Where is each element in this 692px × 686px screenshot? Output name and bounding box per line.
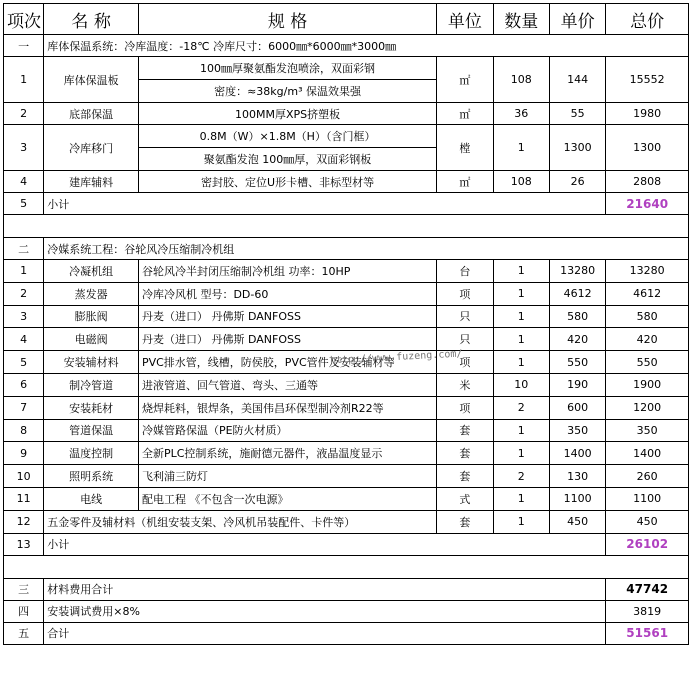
item-qty: 1 [493, 487, 549, 510]
item-unit: 项 [437, 282, 493, 305]
item-unit: 樘 [437, 125, 493, 171]
item-name: 温度控制 [44, 442, 139, 465]
item-total: 1980 [606, 103, 689, 125]
summary-value: 3819 [606, 600, 689, 622]
summary-label: 材料费用合计 [44, 578, 606, 600]
item-spec: 100MM厚XPS挤塑板 [138, 103, 436, 125]
summary-label: 安装调试费用×8% [44, 600, 606, 622]
row-number: 1 [4, 57, 44, 103]
row-number: 2 [4, 282, 44, 305]
item-qty: 108 [493, 171, 549, 193]
table-row [4, 125, 689, 148]
section-title: 冷媒系统工程：谷轮风冷压缩制冷机组 [44, 238, 689, 260]
item-qty: 1 [493, 260, 549, 283]
item-total: 260 [606, 465, 689, 488]
summary-label: 合计 [44, 622, 606, 644]
item-unit: 项 [437, 396, 493, 419]
table-row [4, 396, 689, 419]
item-name: 蒸发器 [44, 282, 139, 305]
section-index: 一 [4, 35, 44, 57]
item-price: 130 [549, 465, 605, 488]
table-row [4, 442, 689, 465]
subtotal-label: 小计 [44, 193, 606, 215]
item-price: 350 [549, 419, 605, 442]
item-qty: 36 [493, 103, 549, 125]
header-cell: 项次 [4, 4, 44, 35]
item-price: 144 [549, 57, 605, 103]
table-row [4, 282, 689, 305]
item-spec: 丹麦（进口） 丹佛斯 DANFOSS [138, 305, 436, 328]
item-name: 照明系统 [44, 465, 139, 488]
table-row [4, 419, 689, 442]
item-spec: 谷轮风冷半封闭压缩制冷机组 功率：10HP [138, 260, 436, 283]
table-row [4, 305, 689, 328]
summary-value: 47742 [606, 578, 689, 600]
row-number: 1 [4, 260, 44, 283]
table-row [4, 373, 689, 396]
item-name: 安装耗材 [44, 396, 139, 419]
item-spec: 飞利浦三防灯 [138, 465, 436, 488]
header-cell: 名 称 [44, 4, 139, 35]
section-title-row [4, 35, 689, 57]
section-title: 库体保温系统：冷库温度：-18℃ 冷库尺寸：6000㎜*6000㎜*3000㎜ [44, 35, 689, 57]
item-name: 膨胀阀 [44, 305, 139, 328]
item-qty: 1 [493, 125, 549, 171]
header-cell: 数量 [493, 4, 549, 35]
row-number: 9 [4, 442, 44, 465]
item-spec: PVC排水管，线槽，防侯胶，PVC管件及安装辅材等 [138, 351, 436, 374]
item-price: 600 [549, 396, 605, 419]
header-cell: 单价 [549, 4, 605, 35]
section-title-row [4, 238, 689, 260]
item-unit: 套 [437, 465, 493, 488]
row-number: 4 [4, 328, 44, 351]
item-total: 1200 [606, 396, 689, 419]
subtotal-row [4, 533, 689, 555]
item-unit: 套 [437, 419, 493, 442]
item-spec: 聚氨酯发泡 100㎜厚，双面彩钢板 [138, 148, 436, 171]
item-price: 1100 [549, 487, 605, 510]
blank-row [4, 555, 689, 578]
item-qty: 1 [493, 328, 549, 351]
row-number: 3 [4, 125, 44, 171]
blank-row [4, 215, 689, 238]
item-total: 1100 [606, 487, 689, 510]
row-number: 三 [4, 578, 44, 600]
blank-cell [4, 555, 689, 578]
table-row [4, 487, 689, 510]
row-number: 4 [4, 171, 44, 193]
item-total: 1300 [606, 125, 689, 171]
item-name: 电磁阀 [44, 328, 139, 351]
watermark-text: http://www.fuzeng.com/ [329, 348, 463, 367]
item-unit: 项 [437, 351, 493, 374]
blank-cell [4, 215, 689, 238]
item-name: 底部保温 [44, 103, 139, 125]
subtotal-row [4, 193, 689, 215]
table-row [4, 103, 689, 125]
table-row [4, 465, 689, 488]
summary-row [4, 622, 689, 644]
item-total: 550 [606, 351, 689, 374]
item-spec: 配电工程 《不包含一次电源》 [138, 487, 436, 510]
item-unit: 套 [437, 442, 493, 465]
item-price: 13280 [549, 260, 605, 283]
item-total: 15552 [606, 57, 689, 103]
item-price: 190 [549, 373, 605, 396]
quote-table [3, 3, 689, 645]
item-unit: ㎡ [437, 171, 493, 193]
item-qty: 2 [493, 465, 549, 488]
item-unit: 只 [437, 305, 493, 328]
item-price: 580 [549, 305, 605, 328]
item-total: 2808 [606, 171, 689, 193]
item-spec: 密封胶、定位U形卡槽、非标型材等 [138, 171, 436, 193]
item-name: 制冷管道 [44, 373, 139, 396]
subtotal-value: 26102 [606, 533, 689, 555]
item-price: 450 [549, 510, 605, 533]
item-spec: 全新PLC控制系统，施耐德元器件，液晶温度显示 [138, 442, 436, 465]
item-name: 五金零件及辅材料（机组安装支架、冷风机吊装配件、卡件等） [44, 510, 437, 533]
item-name: 电线 [44, 487, 139, 510]
row-number: 11 [4, 487, 44, 510]
item-unit: ㎡ [437, 103, 493, 125]
item-total: 420 [606, 328, 689, 351]
item-spec: 密度：≈38kg/m³ 保温效果强 [138, 80, 436, 103]
row-number: 5 [4, 351, 44, 374]
item-spec: 进液管道、回气管道、弯头、三通等 [138, 373, 436, 396]
item-price: 550 [549, 351, 605, 374]
row-number: 13 [4, 533, 44, 555]
row-number: 五 [4, 622, 44, 644]
item-spec: 冷库冷风机 型号：DD-60 [138, 282, 436, 305]
item-total: 580 [606, 305, 689, 328]
table-row [4, 171, 689, 193]
item-price: 1400 [549, 442, 605, 465]
item-name: 安装辅材料 [44, 351, 139, 374]
item-qty: 2 [493, 396, 549, 419]
item-name: 库体保温板 [44, 57, 139, 103]
item-spec: 丹麦（进口） 丹佛斯 DANFOSS [138, 328, 436, 351]
item-total: 450 [606, 510, 689, 533]
item-name: 冷凝机组 [44, 260, 139, 283]
summary-value: 51561 [606, 622, 689, 644]
row-number: 8 [4, 419, 44, 442]
item-price: 4612 [549, 282, 605, 305]
item-price: 55 [549, 103, 605, 125]
item-qty: 108 [493, 57, 549, 103]
row-number: 7 [4, 396, 44, 419]
item-qty: 1 [493, 510, 549, 533]
item-unit: 米 [437, 373, 493, 396]
item-qty: 1 [493, 351, 549, 374]
row-number: 3 [4, 305, 44, 328]
item-price: 420 [549, 328, 605, 351]
row-number: 12 [4, 510, 44, 533]
item-unit: 台 [437, 260, 493, 283]
summary-row [4, 578, 689, 600]
item-spec: 冷媒管路保温（PE防火材质） [138, 419, 436, 442]
row-number: 5 [4, 193, 44, 215]
item-qty: 1 [493, 282, 549, 305]
item-total: 1900 [606, 373, 689, 396]
header-cell: 单位 [437, 4, 493, 35]
item-total: 1400 [606, 442, 689, 465]
table-row [4, 260, 689, 283]
row-number: 四 [4, 600, 44, 622]
item-unit: 只 [437, 328, 493, 351]
item-price: 1300 [549, 125, 605, 171]
table-row [4, 57, 689, 80]
item-name: 建库辅料 [44, 171, 139, 193]
subtotal-value: 21640 [606, 193, 689, 215]
item-qty: 1 [493, 419, 549, 442]
item-total: 13280 [606, 260, 689, 283]
item-total: 350 [606, 419, 689, 442]
row-number: 2 [4, 103, 44, 125]
item-name: 冷库移门 [44, 125, 139, 171]
item-qty: 10 [493, 373, 549, 396]
item-spec: 烧焊耗料，银焊条，美国伟昌环保型制冷剂R22等 [138, 396, 436, 419]
item-spec: 100㎜厚聚氨酯发泡喷涂，双面彩钢 [138, 57, 436, 80]
section-index: 二 [4, 238, 44, 260]
item-name: 管道保温 [44, 419, 139, 442]
header-cell: 总价 [606, 4, 689, 35]
subtotal-label: 小计 [44, 533, 606, 555]
item-qty: 1 [493, 305, 549, 328]
header-row [4, 4, 689, 35]
table-row [4, 510, 689, 533]
item-unit: 套 [437, 510, 493, 533]
item-unit: ㎡ [437, 57, 493, 103]
table-row [4, 328, 689, 351]
item-total: 4612 [606, 282, 689, 305]
item-spec: 0.8M（W）×1.8M（H）（含门框） [138, 125, 436, 148]
summary-row [4, 600, 689, 622]
item-price: 26 [549, 171, 605, 193]
item-qty: 1 [493, 442, 549, 465]
row-number: 10 [4, 465, 44, 488]
row-number: 6 [4, 373, 44, 396]
header-cell: 规 格 [138, 4, 436, 35]
item-unit: 式 [437, 487, 493, 510]
